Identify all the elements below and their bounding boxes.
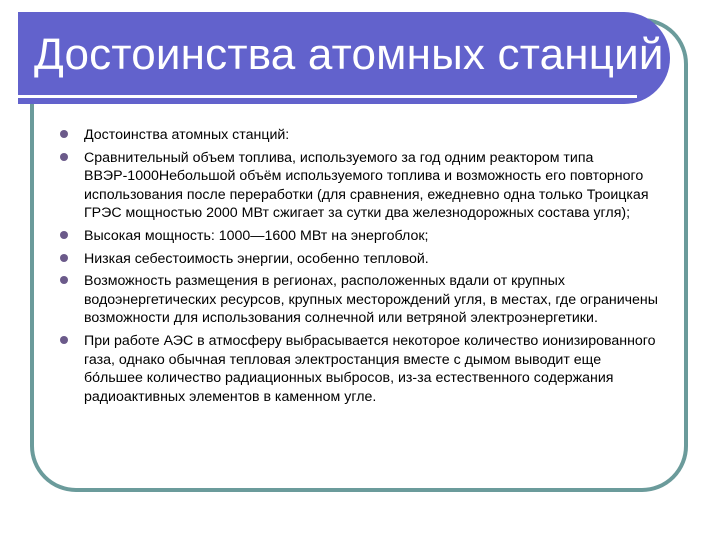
list-item [60, 126, 660, 145]
bullet-text: При работе АЭС в атмосферу выбрасывается некоторое количество ионизированного газа, однако обычная тепловая электростанция вместе с дымом выводит еще бо́льшее количество радиационных выбросов, из-за естественного содержания радиоактивных элементов в каменном угле. [84, 332, 656, 405]
bullet-text: Возможность размещения в регионах, расположенных вдали от крупных водоэнергетических ресурсов, крупных месторождений угля, в местах, где ограничены возможности для использования солнечной или ветряной электроэнергетики. [84, 273, 658, 327]
list-item [60, 227, 660, 246]
list-item [60, 250, 660, 269]
bullet-text: Достоинства атомных станций: [84, 127, 290, 143]
bullet-icon [60, 231, 68, 239]
bullet-text: Сравнительный объем топлива, используемого за год одним реактором типа ВВЭР-1000Небольшой объём используемого топлива и возможность его повторного использования после переработки (для сравнения, ежедневно одна только Троицкая ГРЭС мощностью 2000 МВт сжигает за сутки два железнодорожных состава угля); [84, 149, 649, 222]
list-item [60, 149, 660, 223]
bullet-list [60, 126, 660, 410]
bullet-icon [60, 254, 68, 262]
title-underline [18, 95, 637, 98]
bullet-icon [60, 336, 68, 344]
list-item [60, 272, 660, 328]
bullet-icon [60, 276, 68, 284]
bullet-text: Низкая себестоимость энергии, особенно тепловой. [84, 250, 429, 267]
bullet-icon [60, 153, 68, 161]
slide-title: Достоинства атомных станций [34, 30, 664, 79]
bullet-icon [60, 130, 68, 138]
list-item [60, 332, 660, 406]
bullet-text: Высокая мощность: 1000—1600 МВт на энергоблок; [84, 227, 429, 244]
